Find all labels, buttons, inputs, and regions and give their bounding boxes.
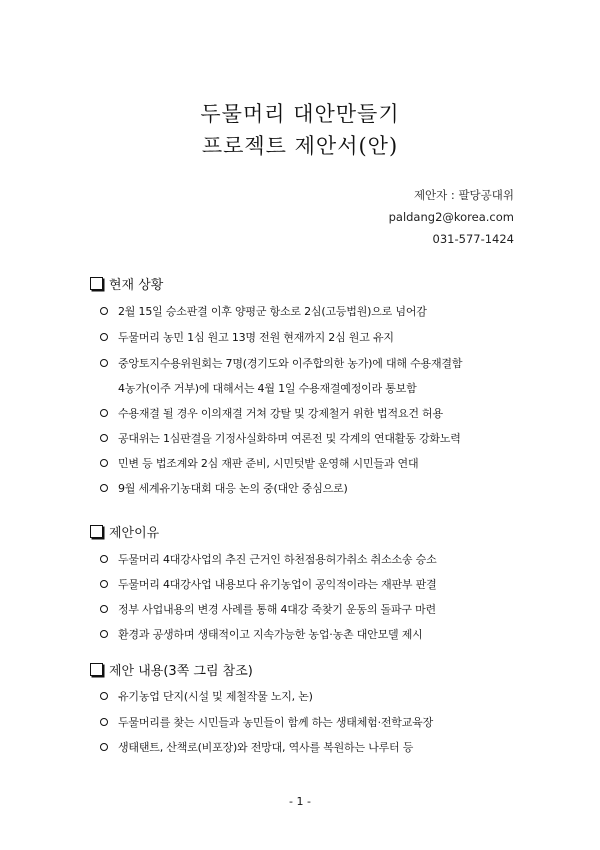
list-item: 두물머리 농민 1심 원고 13명 전원 현재까지 2심 원고 유지 bbox=[100, 329, 394, 345]
proposer-email: paldang2@korea.com bbox=[388, 210, 514, 224]
circle-bullet-icon bbox=[100, 434, 108, 442]
list-item: 유기농업 단지(시설 및 제철작물 노지, 논) bbox=[100, 688, 313, 704]
circle-bullet-icon bbox=[100, 459, 108, 467]
checkbox-square-icon bbox=[90, 525, 103, 538]
circle-bullet-icon bbox=[100, 605, 108, 613]
section-heading-text: 제안 내용(3쪽 그림 참조) bbox=[109, 664, 253, 679]
circle-bullet-icon bbox=[100, 743, 108, 751]
list-item: 2월 15일 승소판결 이후 양평군 항소로 2심(고등법원)으로 넘어감 bbox=[100, 303, 427, 319]
document-title-line1: 두물머리 대안만들기 bbox=[200, 102, 400, 126]
list-item: 민변 등 법조계와 2심 재판 준비, 시민텃밭 운영해 시민들과 연대 bbox=[100, 455, 418, 471]
section-heading-proposal-content bbox=[90, 660, 253, 679]
list-item: 환경과 공생하며 생태적이고 지속가능한 농업·농촌 대안모델 제시 bbox=[100, 626, 423, 642]
circle-bullet-icon bbox=[100, 692, 108, 700]
checkbox-square-icon bbox=[90, 277, 103, 290]
section-heading-current-status bbox=[90, 274, 163, 293]
circle-bullet-icon bbox=[100, 555, 108, 563]
circle-bullet-icon bbox=[100, 359, 108, 367]
checkbox-square-icon bbox=[90, 663, 103, 676]
circle-bullet-icon bbox=[100, 333, 108, 341]
list-item: 정부 사업내용의 변경 사례를 통해 4대강 죽찾기 운동의 돌파구 마련 bbox=[100, 601, 436, 617]
circle-bullet-icon bbox=[100, 307, 108, 315]
proposer-phone: 031-577-1424 bbox=[432, 232, 514, 246]
list-item: 생태탠트, 산책로(비포장)와 전망대, 역사를 복원하는 나루터 등 bbox=[100, 739, 413, 755]
list-item-continuation: 4농가(이주 거부)에 대해서는 4월 1일 수용재결예정이라 통보함 bbox=[118, 382, 417, 395]
list-item: 9월 세계유기농대회 대응 논의 중(대안 중심으로) bbox=[100, 480, 348, 496]
list-item: 수용재결 될 경우 이의재결 거쳐 강탈 및 강제철거 위한 법적요건 허용 bbox=[100, 405, 443, 421]
circle-bullet-icon bbox=[100, 580, 108, 588]
page-number: - 1 - bbox=[289, 795, 311, 808]
section-heading-text: 제안이유 bbox=[109, 526, 160, 541]
section-heading-reason bbox=[90, 522, 159, 541]
list-item: 중앙토지수용위원회는 7명(경기도와 이주합의한 농가)에 대해 수용재결함 bbox=[100, 355, 462, 371]
document-title-line2: 프로젝트 제안서(안) bbox=[201, 134, 399, 158]
circle-bullet-icon bbox=[100, 409, 108, 417]
list-item: 두물머리 4대강사업 내용보다 유기농업이 공익적이라는 재판부 판결 bbox=[100, 576, 437, 592]
proposer-name: 제안자 : 팔당공대위 bbox=[413, 188, 514, 202]
list-item: 두물머리 4대강사업의 추진 근거인 하천점용허가취소 취소소송 승소 bbox=[100, 551, 437, 567]
section-heading-text: 현재 상황 bbox=[109, 278, 164, 293]
list-item: 두물머리를 찾는 시민들과 농민들이 함께 하는 생태체험·전학교육장 bbox=[100, 714, 433, 730]
list-item: 공대위는 1심판결을 기정사실화하며 여론전 및 각계의 연대활동 강화노력 bbox=[100, 430, 461, 446]
circle-bullet-icon bbox=[100, 718, 108, 726]
circle-bullet-icon bbox=[100, 484, 108, 492]
circle-bullet-icon bbox=[100, 630, 108, 638]
